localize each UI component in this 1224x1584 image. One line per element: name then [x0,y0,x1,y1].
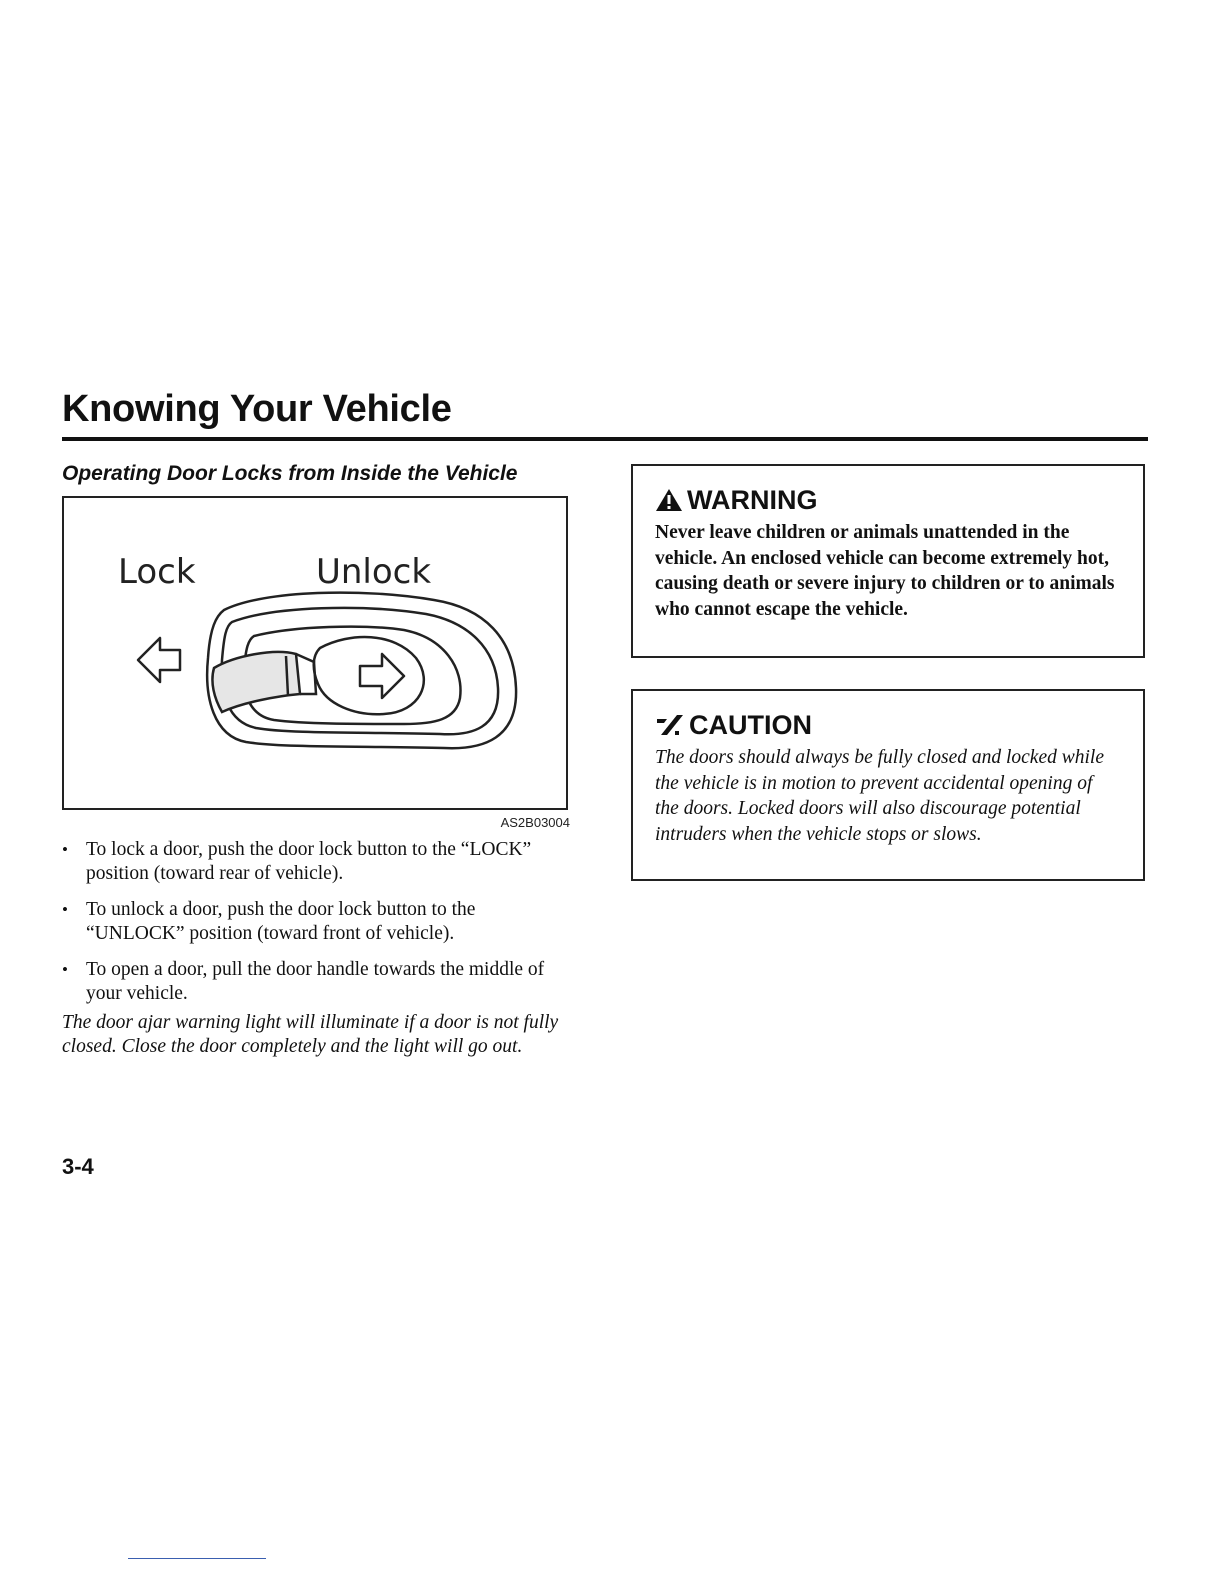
caution-title: CAUTION [689,710,812,740]
door-handle-illustration [64,498,566,808]
section-heading: Operating Door Locks from Inside the Vehicle [62,462,518,485]
list-item: • To lock a door, push the door lock button to the “LOCK” position (toward rear of vehicle). [62,838,568,886]
footer-line [128,1558,266,1559]
unlock-label: Unlock [316,552,432,592]
list-item: • To open a door, pull the door handle towards the middle of your vehicle. [62,958,568,1006]
lock-label: Lock [118,552,196,592]
door-lock-figure [62,496,568,810]
page-title: Knowing Your Vehicle [62,388,452,430]
caution-text: The doors should always be fully closed and locked while the vehicle is in motion to prevent accidental opening of the doors. Locked doors will also discourage potential intruders when the vehicle stops or slows. [655,747,1104,845]
warning-text: Never leave children or animals unattended in the vehicle. An enclosed vehicle can become extremely hot, causing death or severe injury to children or to animals who cannot escape the vehicle. [655,522,1115,620]
warning-title: WARNING [687,485,818,515]
page-number: 3-4 [62,1154,94,1179]
unlock-arrow-right-icon [360,654,404,698]
instruction-list [62,838,568,1018]
warning-triangle-icon [655,487,683,513]
header-rule [62,437,1148,441]
door-handle [207,593,516,749]
lock-arrow-left-icon [138,638,180,682]
warning-heading [655,484,1121,516]
warning-box [631,464,1145,658]
figure-code: AS2B03004 [500,815,570,830]
caution-slash-icon [655,713,685,737]
caution-heading [655,709,1121,741]
list-item: • To unlock a door, push the door lock button to the “UNLOCK” position (toward front of vehicle). [62,898,568,946]
door-ajar-note: The door ajar warning light will illuminate if a door is not fully closed. Close the door completely and the light will go out. [62,1012,559,1057]
caution-box [631,689,1145,881]
